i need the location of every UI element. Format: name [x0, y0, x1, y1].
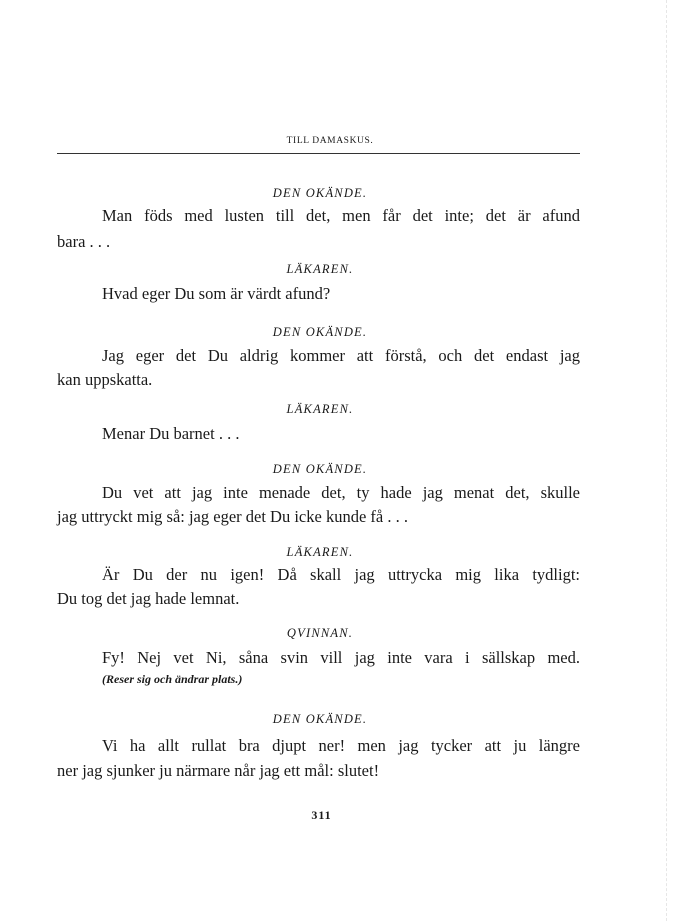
dialogue-line: Menar Du barnet . . . [102, 424, 240, 443]
speaker-heading: QVINNAN. [286, 626, 354, 640]
page-number: 311 [311, 808, 332, 822]
dialogue-line: Hvad eger Du som är värdt afund? [102, 284, 331, 303]
header-rule [57, 153, 580, 154]
dialogue-line: Är Du der nu igen! Då skall jag uttrycka mig lika tydligt: [102, 565, 580, 584]
speaker-heading: DEN OKÄNDE. [272, 712, 368, 726]
dialogue-line: jag uttryckt mig så: jag eger det Du icke kunde få . . . [57, 507, 408, 526]
speaker-heading: DEN OKÄNDE. [272, 186, 368, 200]
speaker-heading: LÄKAREN. [286, 402, 354, 416]
speaker-heading: DEN OKÄNDE. [272, 325, 368, 339]
stage-direction: (Reser sig och ändrar plats.) [102, 672, 243, 686]
speaker-heading: DEN OKÄNDE. [272, 462, 368, 476]
dialogue-line: Fy! Nej vet Ni, såna svin vill jag inte vara i sällskap med. [102, 648, 580, 667]
speaker-heading: LÄKAREN. [286, 545, 354, 559]
dialogue-line: ner jag sjunker ju närmare når jag ett mål: slutet! [57, 761, 380, 780]
dialogue-line: kan uppskatta. [57, 370, 153, 389]
dialogue-line: Du vet att jag inte menade det, ty hade jag menat det, skulle [102, 483, 580, 502]
page-edge-shadow [666, 0, 667, 921]
running-head: TILL DAMASKUS. [286, 136, 374, 146]
dialogue-line: bara . . . [57, 232, 111, 251]
dialogue-line: Du tog det jag hade lemnat. [57, 589, 240, 608]
dialogue-line: Jag eger det Du aldrig kommer att förstå, och det endast jag [102, 346, 580, 365]
dialogue-line: Vi ha allt rullat bra djupt ner! men jag tycker att ju längre [102, 736, 580, 755]
dialogue-line: Man föds med lusten till det, men får det inte; det är afund [102, 206, 580, 225]
speaker-heading: LÄKAREN. [286, 262, 354, 276]
